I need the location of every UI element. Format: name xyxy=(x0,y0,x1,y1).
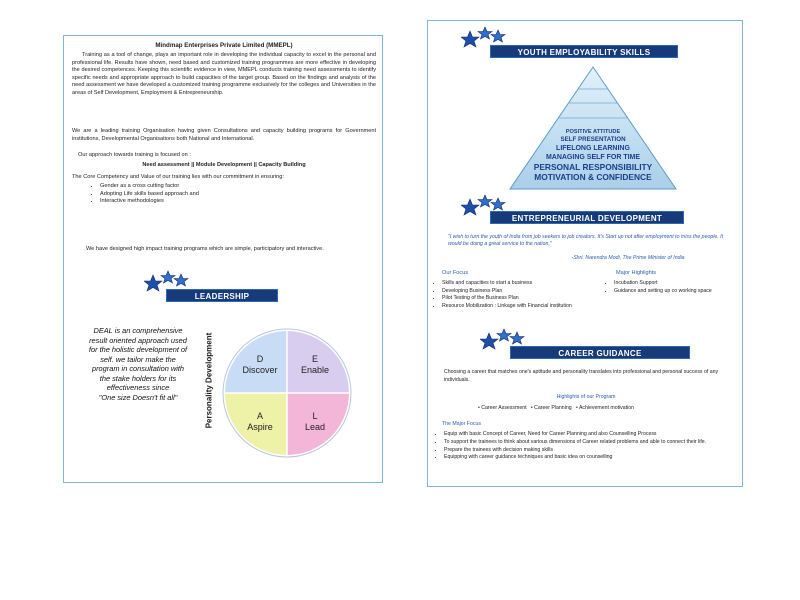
right-brochure-page xyxy=(427,20,743,487)
deal-description xyxy=(86,326,190,402)
bullet-item: • Interactive methodologies xyxy=(100,198,370,206)
quadrant-word-discover: Discover xyxy=(242,365,278,375)
major-focus-item: • To support the trainees to think about various dimensions of Career related problems and able to connect their life. xyxy=(444,439,724,447)
program-item: Career Planning xyxy=(534,405,572,411)
company-title: Mindmap Enterprises Private Limited (MMEPL) xyxy=(155,42,293,49)
personality-development-label: Personality Development xyxy=(204,332,214,429)
focus-item: • Resource Mobilization : Linkage with Financial institution xyxy=(442,303,612,311)
quadrant-word-lead: Lead xyxy=(304,422,326,432)
entrepreneurial-banner: ENTREPRENEURIAL DEVELOPMENT xyxy=(490,211,684,224)
organisation-paragraph: We are a leading training Organisation having given Consultations and capacity building programs for Government institutions, Developmental Organisations both National and International. xyxy=(72,128,376,142)
approach-line: Need assessment || Module Development || Capacity Building xyxy=(142,162,306,168)
personality-development-label-wrap xyxy=(204,306,214,456)
deal-quote: "One size Doesn't fit all" xyxy=(98,392,178,402)
highlight-item: • Incubation Support xyxy=(614,280,744,288)
quadrant-letter-e: E xyxy=(311,354,319,364)
career-guidance-banner: CAREER GUIDANCE xyxy=(510,346,690,359)
modi-quote: "I wish to turn the youth of India from job seekers to job creators. It's Start up not after employment to miss the people. It would be doing a great service to the nation." xyxy=(448,234,724,247)
major-focus-item: • Equip with basic Concept of Career, Need for Career Planning and also Counselling Process xyxy=(444,431,724,439)
quadrant-word-aspire: Aspire xyxy=(247,422,273,432)
quote-author: -Shri. Narendra Modi, The Prime Minister of India xyxy=(571,255,685,261)
quadrant-letter-d: D xyxy=(256,354,264,364)
program-items: • Career Assessment • Career Planning • Achievement motivation xyxy=(478,405,635,411)
bullet-item: • Gender as a cross cutting factor xyxy=(100,183,370,191)
pyramid-labels xyxy=(518,129,668,182)
focus-item: • Pilot Testing of the Business Plan xyxy=(442,295,612,303)
highlight-item: • Guidance and setting up co working space xyxy=(614,288,744,296)
our-focus-title: Our Focus xyxy=(442,270,469,276)
deal-text: DEAL is an comprehensive result oriented approach used for the holistic development of self. we tailor make the program in consultation with the stake holders for its effectiveness since xyxy=(88,326,188,392)
pyramid-line: PERSONAL RESPONSIBILITY xyxy=(533,162,653,172)
major-focus-item: • Prepare the trainees with decision making skills xyxy=(444,447,724,455)
intro-paragraph: Training as a tool of change, plays an important role in developing the individual capacity to excel in the personal and professional life. Results have shown, need based and customized training programmes are more effective in developing the desired competences. Keeping this scientific evidence in view, MMEPL conducts training need assessments to identify specific needs and appropriate approach to build capacities of the target group. Based on the findings and analysis of the need assessment we have developed a customized training programme exclusively for the colleges and Universities in the areas of Self Development, Employment & Entrepreneurship. xyxy=(72,52,376,96)
focus-item: • Skills and capacities to start a business xyxy=(442,280,612,288)
core-competency-intro: The Core Competency and Value of our training lies with our commitment in ensuring: xyxy=(72,174,284,180)
pyramid-line: MANAGING SELF FOR TIME xyxy=(545,154,641,161)
major-focus-title: The Major Focus xyxy=(442,421,481,427)
quadrant-letter-l: L xyxy=(312,411,318,421)
left-brochure-page xyxy=(63,35,383,483)
pyramid-line: MOTIVATION & CONFIDENCE xyxy=(534,172,652,182)
leadership-banner: LEADERSHIP xyxy=(166,289,278,302)
bullet-item: • Adopting Life skills based approach and xyxy=(100,191,370,199)
program-item: Career Assessment xyxy=(481,405,527,411)
major-focus-list xyxy=(434,431,724,462)
closing-paragraph: We have designed high impact training programs which are simple, participatory and interactive. xyxy=(86,246,324,252)
approach-intro: Our approach towards training is focused on : xyxy=(78,152,191,158)
pyramid-line: SELF PRESENTATION xyxy=(560,136,626,143)
career-intro: Choosing a career that matches one's aptitude and personality translates into professional and personal success of any individuals. xyxy=(444,369,719,383)
program-highlights-title: Highlights of our Program xyxy=(556,394,616,400)
focus-item: • Developing Business Plan xyxy=(442,288,612,296)
quadrant-letter-a: A xyxy=(256,411,264,421)
deal-wheel-diagram xyxy=(222,328,352,458)
our-focus-list xyxy=(432,280,612,310)
pyramid-line: LIFELONG LEARNING xyxy=(556,145,630,152)
major-highlights-title: Major Highlights xyxy=(616,270,657,276)
program-item: Achievement motivation xyxy=(578,405,635,411)
pyramid-line: POSITIVE ATTITUDE xyxy=(565,129,621,135)
core-bullets xyxy=(90,183,370,206)
quadrant-word-enable: Enable xyxy=(300,365,330,375)
highlights-list xyxy=(604,280,744,295)
major-focus-item: • Equipping with career guidance techniques and basic idea on counselling xyxy=(444,454,724,462)
youth-employability-banner: YOUTH EMPLOYABILITY SKILLS xyxy=(490,45,678,58)
